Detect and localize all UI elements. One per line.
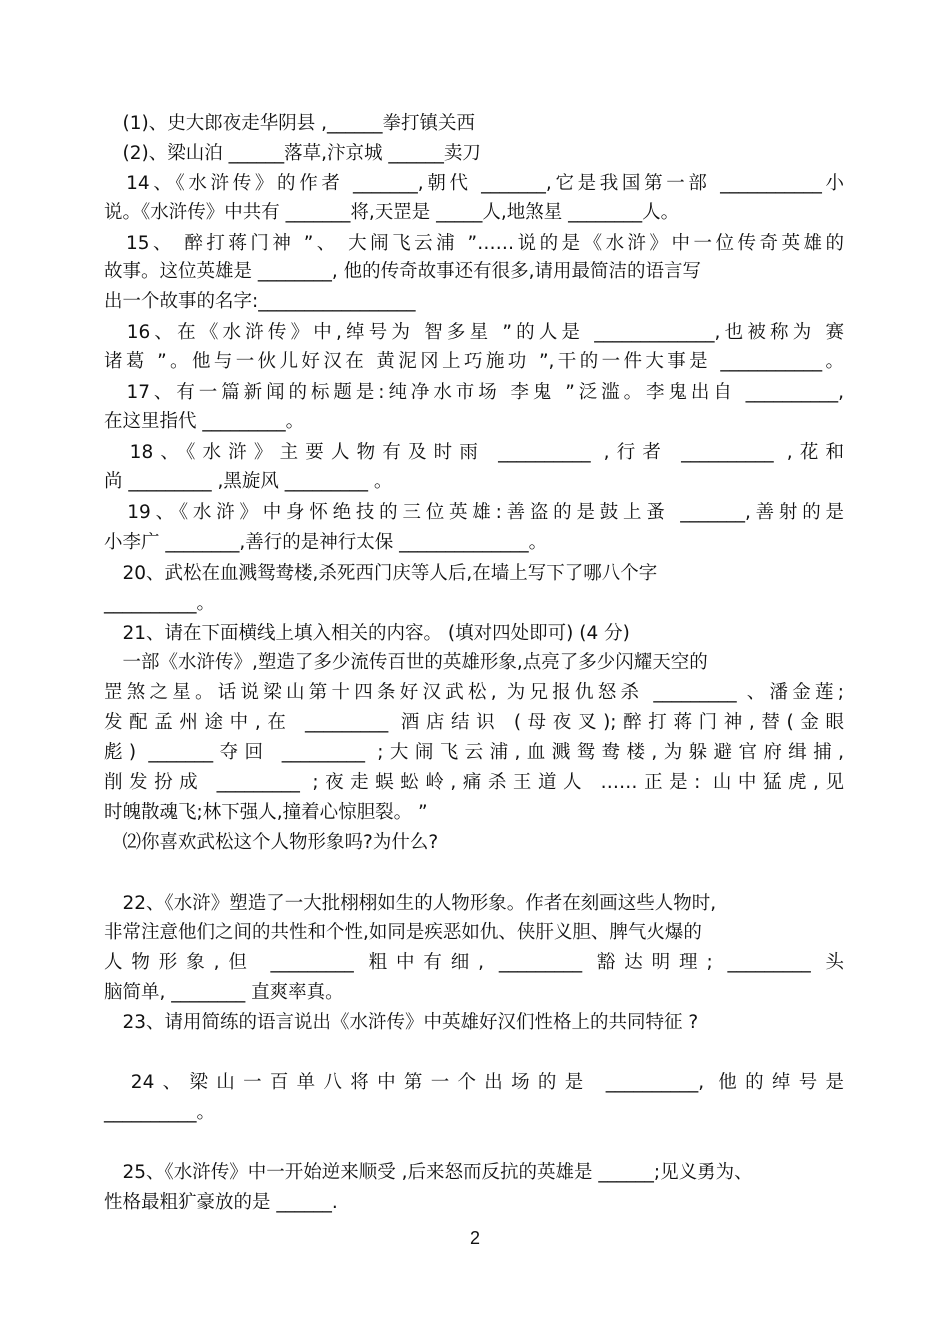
text-line: 16、在《水浒传》中,绰号为 智多星 ”的人是 _____________,也被称为 赛 [104,322,844,343]
text-line: 人物形象,但 _________ 粗中有细, _________ 豁达明理; _________ 头 [104,952,844,973]
text-line: 故事。这位英雄是 ________, 他的传奇故事还有很多,请用最简洁的语言写 [104,261,702,282]
text-line: 出一个故事的名字:_________________ [104,291,416,312]
text-line: 彪) _______夺回 _________ ;大闹飞云浦,血溅鸳鸯楼,为躲避官府缉捕, [104,742,844,763]
text-line: 脑简单, ________ 直爽率真。 [104,982,344,1003]
text-line: 22、《水浒》塑造了一大批栩栩如生的人物形象。作者在刻画这些人物时, [104,893,717,914]
text-line: (2)、梁山泊 ______落草,汴京城 ______卖刀 [104,143,481,164]
text-line: 非常注意他们之间的共性和个性,如同是疾恶如仇、侠肝义胆、脾气火爆的 [104,922,702,943]
text-line: 14、《水浒传》的作者 _______,朝代 _______,它是我国第一部 ___________小 [104,173,844,194]
text-line: 25、《水浒传》中一开始逆来顺受 ,后来怒而反抗的英雄是 ______;见义勇为、 [104,1162,753,1183]
text-line: 小李广 ________,善行的是神行太保 ______________。 [104,532,548,553]
text-line: 时魄散魂飞;林下强人,撞着心惊胆裂。 ” [104,802,428,823]
text-line: 19、《水浒》中身怀绝技的三位英雄:善盗的是鼓上蚤 _______,善射的是 [104,502,844,523]
text-line: 性格最粗犷豪放的是 ______. [104,1192,338,1213]
text-line: 18、《水浒》主要人物有及时雨 __________ ,行者 __________ ,花和 [104,442,844,463]
text-line: 罡煞之星。话说梁山第十四条好汉武松, 为兄报仇怒杀 _________ 、潘金莲; [104,682,844,703]
text-line: (1)、史大郎夜走华阴县 ,______拳打镇关西 [104,113,475,134]
text-line: 尚 _________ ,黑旋风 _________ 。 [104,471,393,492]
text-line: 24、梁山一百单八将中第一个出场的是 __________, 他的绰号是 [104,1072,844,1093]
text-line: 17、有一篇新闻的标题是:纯净水市场 李鬼 ”泛滥。李鬼出自 __________, [104,382,844,403]
text-line: 说。《水浒传》中共有 _______将,天罡是 _____人,地煞星 ________人。 [104,202,680,223]
text-line: ⑵你喜欢武松这个人物形象吗?为什么? [104,832,439,853]
text-line: 发配孟州途中,在 _________ 酒店结识 (母夜叉);醉打蒋门神,替(金眼 [104,712,844,733]
text-line: __________。 [104,1102,216,1123]
text-line: __________。 [104,593,216,614]
text-line: 一部《水浒传》,塑造了多少流传百世的英雄形象,点亮了多少闪耀天空的 [104,652,708,673]
text-line: 23、请用简练的语言说出《水浒传》中英雄好汉们性格上的共同特征 ? [104,1012,699,1033]
text-line: 20、武松在血溅鸳鸯楼,杀死西门庆等人后,在墙上写下了哪八个字 [104,563,658,584]
text-line: 在这里指代 _________。 [104,411,305,432]
text-line: 15、 醉打蒋门神 ”、 大闹飞云浦 ”……说的是《水浒》中一位传奇英雄的 [104,233,844,254]
text-line: 21、请在下面横线上填入相关的内容。 (填对四处即可) (4 分) [104,623,630,644]
text-line: 削发扮成 _________ ;夜走蜈蚣岭,痛杀王道人 ……正是: 山中猛虎,见 [104,772,844,793]
page-number: 2 [469,1228,480,1248]
text-line: 诸葛 ”。他与一伙儿好汉在 黄泥冈上巧施功 ”,干的一件大事是 ___________。 [104,351,844,372]
